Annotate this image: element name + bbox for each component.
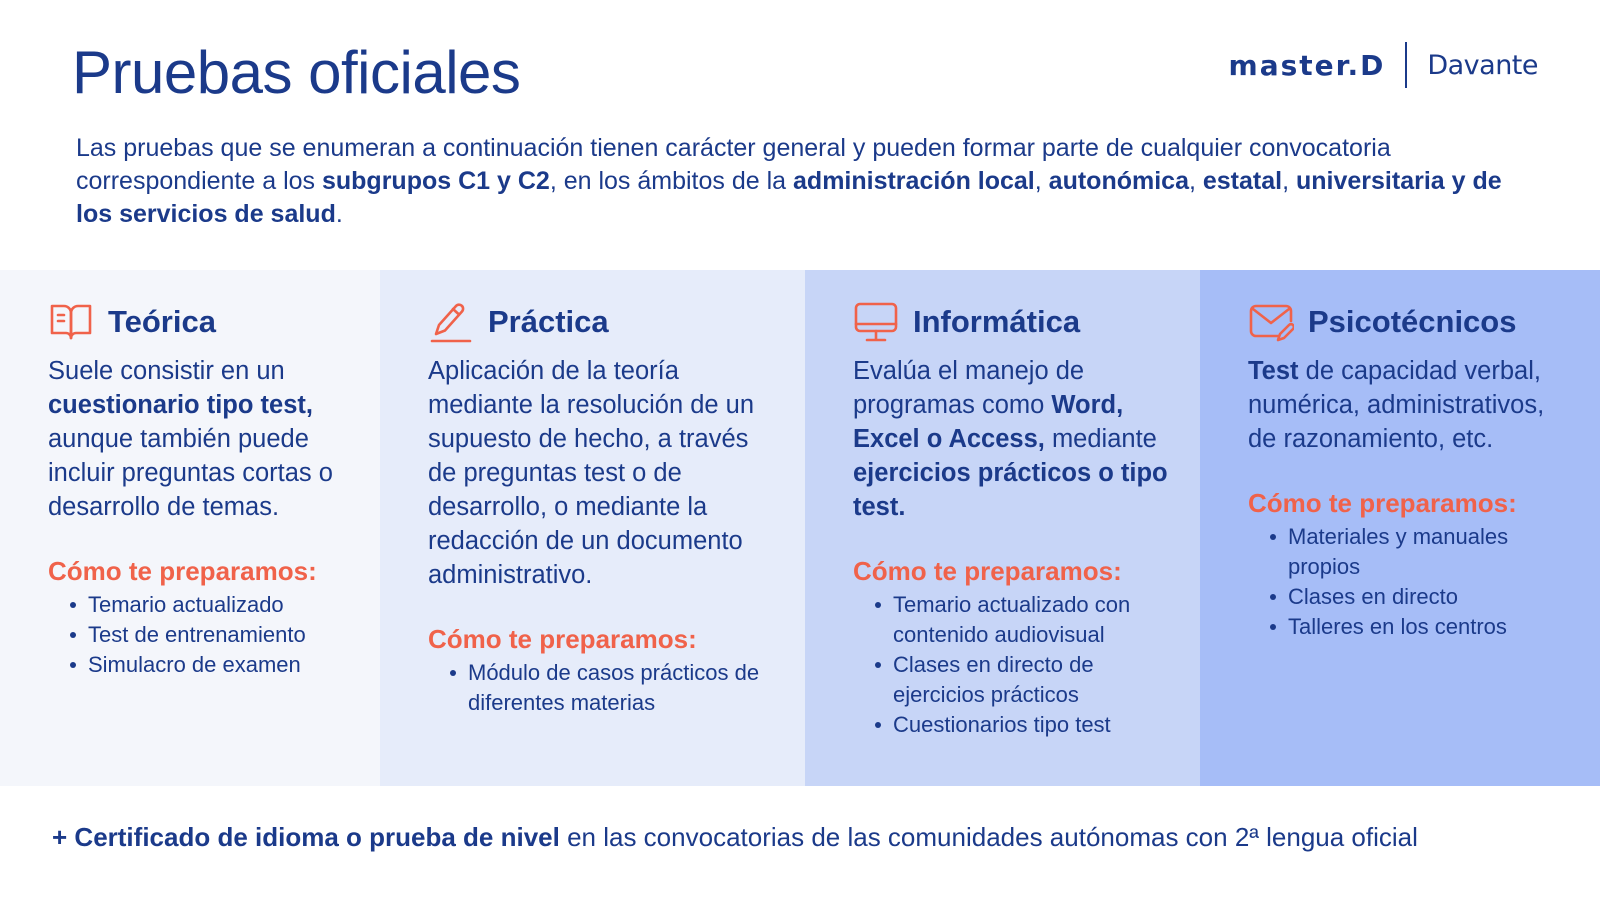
envelope-edit-icon [1248,300,1294,344]
prep-title: Cómo te preparamos: [48,556,317,586]
pencil-icon [428,300,474,344]
prep-title: Cómo te preparamos: [853,556,1122,586]
list-item: Clases en directo [1270,582,1553,612]
column-title: Práctica [488,304,609,339]
column-header [1248,300,1516,344]
monitor-icon [853,300,899,344]
list-item: Talleres en los centros [1270,612,1553,642]
column-description: Aplicación de la teoría mediante la resolución de un supuesto de hecho, a través de preguntas test o de desarrollo, o mediante la redacción de un documento administrativo. [428,357,755,589]
page-title: Pruebas oficiales [72,39,521,106]
list-item: Simulacro de examen [70,650,348,680]
column-body [428,354,778,718]
prep-list [853,590,1173,740]
list-item: Clases en directo de ejercicios prácticos [875,650,1173,710]
column-teorica [0,270,380,786]
prep-title: Cómo te preparamos: [1248,488,1517,518]
column-description: Evalúa el manejo de programas como Word, Excel o Access, mediante ejercicios prácticos o tipo test. [853,357,1168,521]
column-body [853,354,1173,740]
open-book-icon [48,300,94,344]
brand-logos [1229,42,1538,88]
list-item: Módulo de casos prácticos de diferentes materias [450,658,778,718]
column-body [48,354,348,680]
column-title: Teórica [108,304,216,339]
column-description: Test de capacidad verbal, numérica, administrativos, de razonamiento, etc. [1248,357,1545,453]
column-description: Suele consistir en un cuestionario tipo test, aunque también puede incluir preguntas cortas o desarrollo de temas. [48,357,333,521]
intro-paragraph: Las pruebas que se enumeran a continuación tienen carácter general y pueden formar parte de cualquier convocatoria correspondiente a los subgrupos C1 y C2, en los ámbitos de la administración local, autonómica, estatal, universitaria y de los servicios de salud. [76,134,1502,228]
column-title: Informática [913,304,1081,339]
logo-divider [1405,42,1407,88]
column-practica [380,270,805,786]
prep-list [1248,522,1553,642]
prep-title: Cómo te preparamos: [428,624,697,654]
list-item: Test de entrenamiento [70,620,348,650]
column-body [1248,354,1553,642]
column-title: Psicotécnicos [1308,304,1517,339]
list-item: Cuestionarios tipo test [875,710,1173,740]
column-header [853,300,1080,344]
column-psicotecnicos [1200,270,1600,786]
column-informatica [805,270,1200,786]
davante-logo: Davante [1427,49,1538,81]
prep-list [48,590,348,680]
column-header [48,300,216,344]
prep-list [428,658,778,718]
column-header [428,300,609,344]
footer-note: + Certificado de idioma o prueba de nivel en las convocatorias de las comunidades autónomas con 2ª lengua oficial [52,822,1418,852]
list-item: Materiales y manuales propios [1270,522,1553,582]
master-d-logo: master.D [1228,48,1386,82]
list-item: Temario actualizado [70,590,348,620]
list-item: Temario actualizado con contenido audiovisual [875,590,1173,650]
test-types-columns [0,270,1600,786]
